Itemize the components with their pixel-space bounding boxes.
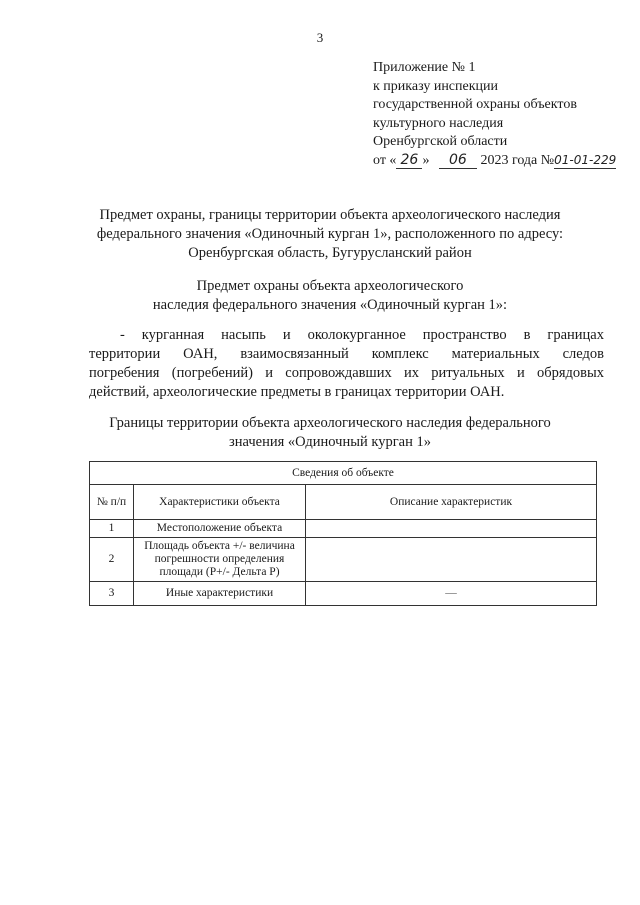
row-description: — (306, 582, 597, 606)
order-number: 01-01-229 (554, 152, 617, 167)
paragraph-line: территории ОАН, взаимосвязанный комплекс материальных следов (89, 346, 604, 362)
row-description (306, 520, 597, 538)
table-row (90, 582, 597, 606)
date-prefix: от « (373, 152, 397, 168)
order-year: 2023 года № (480, 152, 555, 168)
appendix-line: государственной охраны объектов (373, 97, 577, 112)
column-header-description: Описание характеристик (306, 485, 597, 520)
column-header-number: № п/п (90, 485, 134, 520)
heading2-line: значения «Одиночный курган 1» (229, 434, 431, 450)
row-number: 3 (90, 582, 134, 606)
appendix-line: к приказу инспекции (373, 78, 499, 94)
appendix-line: Оренбургской области (373, 134, 508, 149)
object-info-table (89, 461, 597, 606)
order-month: 06 (439, 153, 477, 169)
appendix-line: культурного наследия (373, 115, 504, 131)
row-characteristic: Местоположение объекта (134, 520, 306, 538)
page-number: 3 (316, 30, 324, 45)
quote-close: » (422, 152, 430, 168)
row-characteristic: Площадь объекта +/- величина погрешности определения площади (Р+/- Дельта Р) (134, 538, 306, 582)
paragraph-line: - курганная насыпь и околокурганное пространство в границах (120, 327, 604, 343)
table-row (90, 520, 597, 538)
title-line: федерального значения «Одиночный курган 1», расположенного по адресу: (96, 226, 564, 242)
subtitle-line: Предмет охраны объекта археологического (196, 278, 464, 294)
order-day: 26 (396, 153, 422, 169)
appendix-line: Приложение № 1 (373, 60, 476, 75)
paragraph-line: действий, археологические предметы в границах территории ОАН. (89, 384, 505, 400)
order-date-line (373, 152, 616, 171)
heading2-line: Границы территории объекта археологического наследия федерального (109, 415, 551, 431)
protection-subject-heading (80, 277, 580, 315)
table-header-row (90, 485, 597, 520)
document-title (80, 206, 580, 263)
row-number: 1 (90, 520, 134, 538)
appendix-block (373, 59, 616, 170)
row-number: 2 (90, 538, 134, 582)
title-line: Предмет охраны, границы территории объекта археологического наследия (99, 207, 561, 223)
row-description (306, 538, 597, 582)
paragraph-line: погребения (погребений) и сопровождавших их ритуальных и обрядовых (89, 365, 604, 381)
row-characteristic: Иные характеристики (134, 582, 306, 606)
protection-subject-paragraph (89, 326, 604, 402)
table-row (90, 538, 597, 582)
territory-boundaries-heading (80, 414, 580, 452)
table-caption: Сведения об объекте (90, 462, 597, 485)
column-header-characteristic: Характеристики объекта (134, 485, 306, 520)
subtitle-line: наследия федерального значения «Одиночный курган 1»: (152, 297, 508, 313)
title-line: Оренбургская область, Бугурусланский район (188, 245, 472, 261)
